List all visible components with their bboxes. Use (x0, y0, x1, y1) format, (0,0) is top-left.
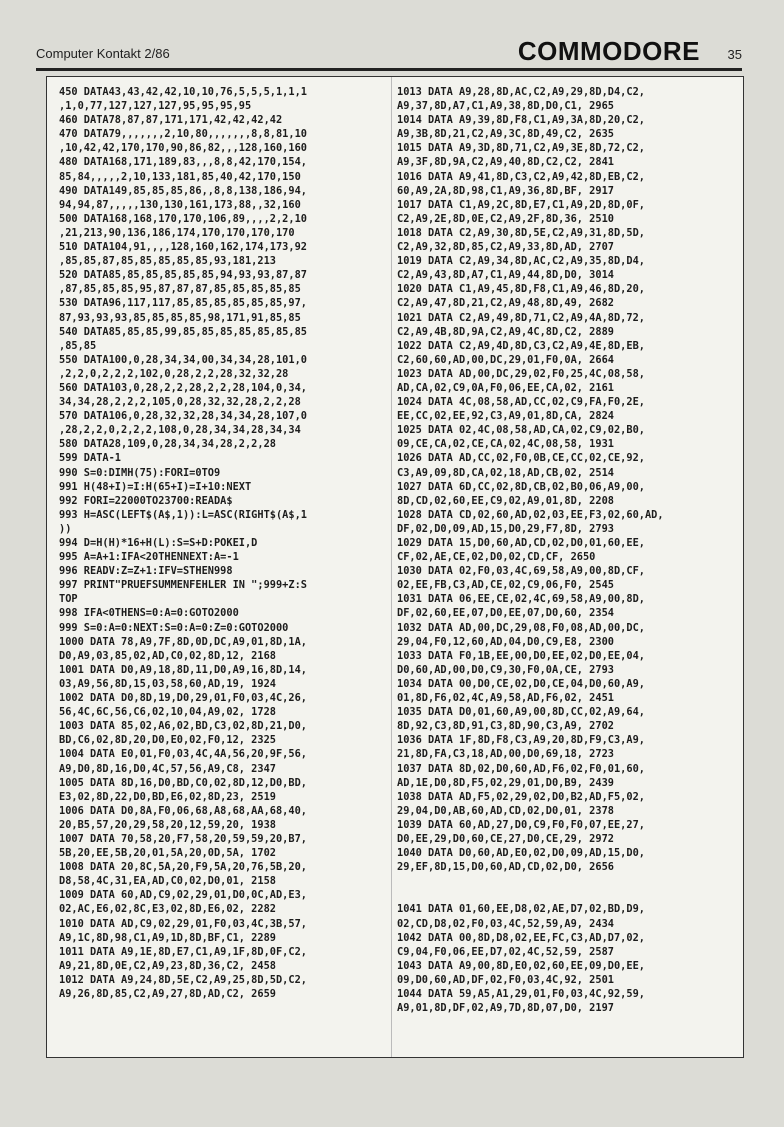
listing-line: C3,A9,09,8D,CA,02,18,AD,CB,02, 2514 (397, 466, 614, 479)
listing-line: C2,A9,32,8D,85,C2,A9,33,8D,AD, 2707 (397, 241, 614, 254)
listing-line: 1002 DATA D0,8D,19,D0,29,01,F0,03,4C,26, (59, 692, 307, 705)
listing-line: C2,A9,47,8D,21,C2,A9,48,8D,49, 2682 (397, 297, 614, 310)
listing-line: 460 DATA78,87,87,171,171,42,42,42,42 (59, 114, 283, 127)
section-title: COMMODORE (517, 36, 700, 66)
listing-line: 490 DATA149,85,85,85,86,,8,8,138,186,94, (59, 184, 307, 197)
listing-line: 560 DATA103,0,28,2,2,28,2,2,28,104,0,34, (59, 381, 307, 394)
listing-line: 1019 DATA C2,A9,34,8D,AC,C2,A9,35,8D,D4, (397, 255, 645, 268)
listing-line: ,2,2,0,2,2,2,102,0,28,2,2,28,32,32,28 (59, 367, 289, 380)
listing-line: 8D,CD,02,60,EE,C9,02,A9,01,8D, 2208 (397, 494, 614, 507)
listing-line: 470 DATA79,,,,,,,2,10,80,,,,,,,8,8,81,10 (59, 128, 307, 141)
listing-line: D8,58,4C,31,EA,AD,C0,02,D0,01, 2158 (59, 875, 276, 888)
listing-line: 85,84,,,,,2,10,133,181,85,40,42,170,150 (59, 170, 301, 183)
listing-line: 599 DATA-1 (59, 452, 121, 465)
listing-line: C2,A9,43,8D,A7,C1,A9,44,8D,D0, 3014 (397, 269, 614, 282)
listing-line: ,21,213,90,136,186,174,170,170,170,170 (59, 226, 295, 239)
listing-line: 1031 DATA 06,EE,CE,02,4C,69,58,A9,00,8D, (397, 593, 645, 606)
listing-line: A9,3B,8D,21,C2,A9,3C,8D,49,C2, 2635 (397, 128, 614, 141)
listing-line (397, 888, 737, 902)
listing-line: 480 DATA168,171,189,83,,,8,8,42,170,154, (59, 156, 307, 169)
listing-line: 1013 DATA A9,28,8D,AC,C2,A9,29,8D,D4,C2, (397, 86, 645, 98)
listing-line: 520 DATA85,85,85,85,85,85,94,93,93,87,87 (59, 269, 307, 282)
listing-line: 1012 DATA A9,24,8D,5E,C2,A9,25,8D,5D,C2, (59, 973, 307, 986)
listing-line: C2,A9,4B,8D,9A,C2,A9,4C,8D,C2, 2889 (397, 325, 614, 338)
listing-line: 29,04,D0,AB,60,AD,CD,02,D0,01, 2378 (397, 804, 614, 817)
listing-line: 1038 DATA AD,F5,02,29,02,D0,B2,AD,F5,02, (397, 790, 645, 803)
listing-line: 1039 DATA 60,AD,27,D0,C9,F0,F0,07,EE,27, (397, 818, 645, 831)
listing-line: 540 DATA85,85,85,99,85,85,85,85,85,85,85 (59, 325, 307, 338)
listing-line: ,87,85,85,85,95,87,87,87,85,85,85,85,85 (59, 283, 301, 296)
listing-line: 1018 DATA C2,A9,30,8D,5E,C2,A9,31,8D,5D, (397, 226, 645, 239)
listing-line: 1020 DATA C1,A9,45,8D,F8,C1,A9,46,8D,20, (397, 283, 645, 296)
listing-column-right (397, 85, 737, 1015)
listing-line: A9,26,8D,85,C2,A9,27,8D,AD,C2, 2659 (59, 988, 276, 1000)
listing-line: 1009 DATA 60,AD,C9,02,29,01,D0,0C,AD,E3, (59, 889, 307, 902)
listing-line: 1010 DATA AD,C9,02,29,01,F0,03,4C,3B,57, (59, 917, 307, 930)
listing-line: 1035 DATA D0,01,60,A9,00,8D,CC,02,A9,64, (397, 706, 645, 719)
listing-line: ,10,42,42,170,170,90,86,82,,,128,160,160 (59, 142, 307, 155)
listing-line: 1028 DATA CD,02,60,AD,02,03,EE,F3,02,60,AD, (397, 508, 664, 521)
listing-line: 29,EF,8D,15,D0,60,AD,CD,02,D0, 2656 (397, 861, 614, 874)
listing-line: ,1,0,77,127,127,127,95,95,95,95 (59, 100, 252, 113)
listing-line: 20,B5,57,20,29,58,20,12,59,20, 1938 (59, 818, 276, 831)
listing-line: 8D,92,C3,8D,91,C3,8D,90,C3,A9, 2702 (397, 720, 614, 733)
program-listing (46, 76, 744, 1058)
listing-line: A9,01,8D,DF,02,A9,7D,8D,07,D0, 2197 (397, 1002, 614, 1015)
listing-line: 09,D0,60,AD,DF,02,F0,03,4C,92, 2501 (397, 973, 614, 986)
listing-line: C2,60,60,AD,00,DC,29,01,F0,0A, 2664 (397, 353, 614, 366)
listing-line: 1015 DATA A9,3D,8D,71,C2,A9,3E,8D,72,C2, (397, 142, 645, 155)
listing-line: 1034 DATA 00,D0,CE,02,D0,CE,04,D0,60,A9, (397, 677, 645, 690)
listing-line: 21,8D,FA,C3,18,AD,00,D0,69,18, 2723 (397, 748, 614, 761)
listing-line: A9,1C,8D,98,C1,A9,1D,8D,BF,C1, 2289 (59, 931, 276, 944)
listing-line: 5B,20,EE,5B,20,01,5A,20,0D,5A, 1702 (59, 847, 276, 860)
listing-line: DF,02,D0,09,AD,15,D0,29,F7,8D, 2793 (397, 522, 614, 535)
listing-line: 1005 DATA 8D,16,D0,BD,C0,02,8D,12,D0,BD, (59, 776, 307, 789)
listing-column-left (59, 85, 395, 1001)
listing-line: 29,04,F0,12,60,AD,04,D0,C9,E8, 2300 (397, 635, 614, 648)
listing-line: E3,02,8D,22,D0,BD,E6,02,8D,23, 2519 (59, 790, 276, 803)
listing-line: C2,A9,2E,8D,0E,C2,A9,2F,8D,36, 2510 (397, 212, 614, 225)
listing-line: 1025 DATA 02,4C,08,58,AD,CA,02,C9,02,B0, (397, 424, 645, 437)
listing-line: 996 READV:Z=Z+1:IFV=STHEN998 (59, 565, 233, 578)
listing-line: 570 DATA106,0,28,32,32,28,34,34,28,107,0 (59, 410, 307, 423)
listing-line: 1036 DATA 1F,8D,F8,C3,A9,20,8D,F9,C3,A9, (397, 734, 645, 747)
listing-line (397, 874, 737, 888)
listing-line: 450 DATA43,43,42,42,10,10,76,5,5,5,1,1,1 (59, 86, 307, 98)
listing-line: 1004 DATA E0,01,F0,03,4C,4A,56,20,9F,56, (59, 748, 307, 761)
listing-line: 02,EE,FB,C3,AD,CE,02,C9,06,F0, 2545 (397, 579, 614, 592)
listing-line: 1024 DATA 4C,08,58,AD,CC,02,C9,FA,F0,2E, (397, 396, 645, 409)
listing-line: 1044 DATA 59,A5,A1,29,01,F0,03,4C,92,59, (397, 988, 645, 1000)
listing-line: 990 S=0:DIMH(75):FORI=0TO9 (59, 466, 221, 479)
listing-line: 1022 DATA C2,A9,4D,8D,C3,C2,A9,4E,8D,EB, (397, 339, 645, 352)
listing-line: 1033 DATA F0,1B,EE,00,D0,EE,02,D0,EE,04, (397, 649, 645, 662)
listing-line: 03,A9,56,8D,15,03,58,60,AD,19, 1924 (59, 677, 276, 690)
listing-line: EE,CC,02,EE,92,C3,A9,01,8D,CA, 2824 (397, 410, 614, 423)
listing-line: 1041 DATA 01,60,EE,D8,02,AE,D7,02,BD,D9, (397, 903, 645, 916)
listing-line: A9,D0,8D,16,D0,4C,57,56,A9,C8, 2347 (59, 762, 276, 775)
listing-line: 1042 DATA 00,8D,D8,02,EE,FC,C3,AD,D7,02, (397, 931, 645, 944)
listing-line: 998 IFA<0THENS=0:A=0:GOTO2000 (59, 607, 239, 620)
listing-line: DF,02,60,EE,07,D0,EE,07,D0,60, 2354 (397, 607, 614, 620)
listing-line: 1003 DATA 85,02,A6,02,BD,C3,02,8D,21,D0, (59, 720, 307, 733)
listing-line: 94,94,87,,,,,130,130,161,173,88,,32,160 (59, 198, 301, 211)
listing-line: 02,AC,E6,02,8C,E3,02,8D,E6,02, 2282 (59, 903, 276, 916)
listing-line: ,85,85 (59, 339, 97, 352)
listing-line: 1011 DATA A9,1E,8D,E7,C1,A9,1F,8D,0F,C2, (59, 945, 307, 958)
listing-line: CF,02,AE,CE,02,D0,02,CD,CF, 2650 (397, 551, 596, 564)
listing-line: AD,CA,02,C9,0A,F0,06,EE,CA,02, 2161 (397, 381, 614, 394)
listing-line: D0,60,AD,00,D0,C9,30,F0,0A,CE, 2793 (397, 663, 614, 676)
listing-line: 87,93,93,93,85,85,85,85,98,171,91,85,85 (59, 311, 301, 324)
listing-line: 1030 DATA 02,F0,03,4C,69,58,A9,00,8D,CF, (397, 565, 645, 578)
listing-line: 1006 DATA D0,8A,F0,06,68,A8,68,AA,68,40, (59, 804, 307, 817)
listing-line: AD,1E,D0,8D,F5,02,29,01,D0,B9, 2439 (397, 776, 614, 789)
listing-line: 1023 DATA AD,00,DC,29,02,F0,25,4C,08,58, (397, 367, 645, 380)
listing-line: 1007 DATA 70,58,20,F7,58,20,59,59,20,B7, (59, 832, 307, 845)
listing-line: 1029 DATA 15,D0,60,AD,CD,02,D0,01,60,EE, (397, 537, 645, 549)
listing-line: A9,37,8D,A7,C1,A9,38,8D,D0,C1, 2965 (397, 100, 614, 113)
listing-line: 530 DATA96,117,117,85,85,85,85,85,85,97, (59, 297, 307, 310)
listing-line: D0,EE,29,D0,60,CE,27,D0,CE,29, 2972 (397, 832, 614, 845)
listing-line: 510 DATA104,91,,,,128,160,162,174,173,92 (59, 241, 307, 254)
listing-line: 1017 DATA C1,A9,2C,8D,E7,C1,A9,2D,8D,0F, (397, 198, 645, 211)
listing-line: 1021 DATA C2,A9,49,8D,71,C2,A9,4A,8D,72, (397, 311, 645, 324)
listing-line: 1037 DATA 8D,02,D0,60,AD,F6,02,F0,01,60, (397, 762, 645, 775)
listing-line: 1027 DATA 6D,CC,02,8D,CB,02,B0,06,A9,00, (397, 480, 645, 493)
listing-line: 56,4C,6C,56,C6,02,10,04,A9,02, 1728 (59, 706, 276, 719)
listing-line: 997 PRINT"PRUEFSUMMENFEHLER IN ";999+Z:S (59, 579, 307, 592)
listing-line: 1000 DATA 78,A9,7F,8D,0D,DC,A9,01,8D,1A, (59, 635, 307, 648)
listing-line: 1032 DATA AD,00,DC,29,08,F0,08,AD,00,DC, (397, 621, 645, 634)
listing-line: 1043 DATA A9,00,8D,E0,02,60,EE,09,D0,EE, (397, 959, 645, 972)
listing-line: 34,34,28,2,2,2,105,0,28,32,32,28,2,2,28 (59, 396, 301, 409)
page-number: 35 (727, 47, 742, 62)
listing-line: 992 FORI=22000TO23700:READA$ (59, 494, 233, 507)
listing-line: A9,3F,8D,9A,C2,A9,40,8D,C2,C2, 2841 (397, 156, 614, 169)
listing-line: 550 DATA100,0,28,34,34,00,34,34,28,101,0 (59, 353, 307, 366)
listing-line: 01,8D,F6,02,4C,A9,58,AD,F6,02, 2451 (397, 692, 614, 705)
listing-line: TOP (59, 593, 78, 606)
header-rule (36, 68, 742, 71)
magazine-title: Computer Kontakt 2/86 (36, 46, 170, 61)
listing-line: BD,C6,02,8D,20,D0,E0,02,F0,12, 2325 (59, 734, 276, 747)
page-header (36, 38, 742, 70)
listing-line: 1001 DATA D0,A9,18,8D,11,D0,A9,16,8D,14, (59, 663, 307, 676)
listing-line: A9,21,8D,0E,C2,A9,23,8D,36,C2, 2458 (59, 959, 276, 972)
listing-line: 1040 DATA D0,60,AD,E0,02,D0,09,AD,15,D0, (397, 847, 645, 860)
listing-line: 995 A=A+1:IFA<20THENNEXT:A=-1 (59, 551, 239, 564)
listing-line: 994 D=H(H)*16+H(L):S=S+D:POKEI,D (59, 537, 258, 549)
listing-line: 993 H=ASC(LEFT$(A$,1)):L=ASC(RIGHT$(A$,1 (59, 508, 307, 521)
listing-line: 999 S=0:A=0:NEXT:S=0:A=0:Z=0:GOTO2000 (59, 621, 289, 634)
listing-line: 500 DATA168,168,170,170,106,89,,,,2,2,10 (59, 212, 307, 225)
listing-line: 1026 DATA AD,CC,02,F0,0B,CE,CC,02,CE,92, (397, 452, 645, 465)
listing-line: 1008 DATA 20,8C,5A,20,F9,5A,20,76,5B,20, (59, 861, 307, 874)
listing-line: 991 H(48+I)=I:H(65+I)=I+10:NEXT (59, 480, 252, 493)
listing-line: ,85,85,87,85,85,85,85,85,93,181,213 (59, 255, 276, 268)
listing-line: 1014 DATA A9,39,8D,F8,C1,A9,3A,8D,20,C2, (397, 114, 645, 127)
listing-line: 60,A9,2A,8D,98,C1,A9,36,8D,BF, 2917 (397, 184, 614, 197)
listing-line: 02,CD,D8,02,F0,03,4C,52,59,A9, 2434 (397, 917, 614, 930)
listing-line: 1016 DATA A9,41,8D,C3,C2,A9,42,8D,EB,C2, (397, 170, 645, 183)
listing-line: 580 DATA28,109,0,28,34,34,28,2,2,28 (59, 438, 276, 451)
listing-line: D0,A9,03,85,02,AD,C0,02,8D,12, 2168 (59, 649, 276, 662)
listing-line: )) (59, 522, 72, 535)
listing-line: 09,CE,CA,02,CE,CA,02,4C,08,58, 1931 (397, 438, 614, 451)
listing-line: ,28,2,2,0,2,2,2,108,0,28,34,34,28,34,34 (59, 424, 301, 437)
listing-line: C9,04,F0,06,EE,D7,02,4C,52,59, 2587 (397, 945, 614, 958)
